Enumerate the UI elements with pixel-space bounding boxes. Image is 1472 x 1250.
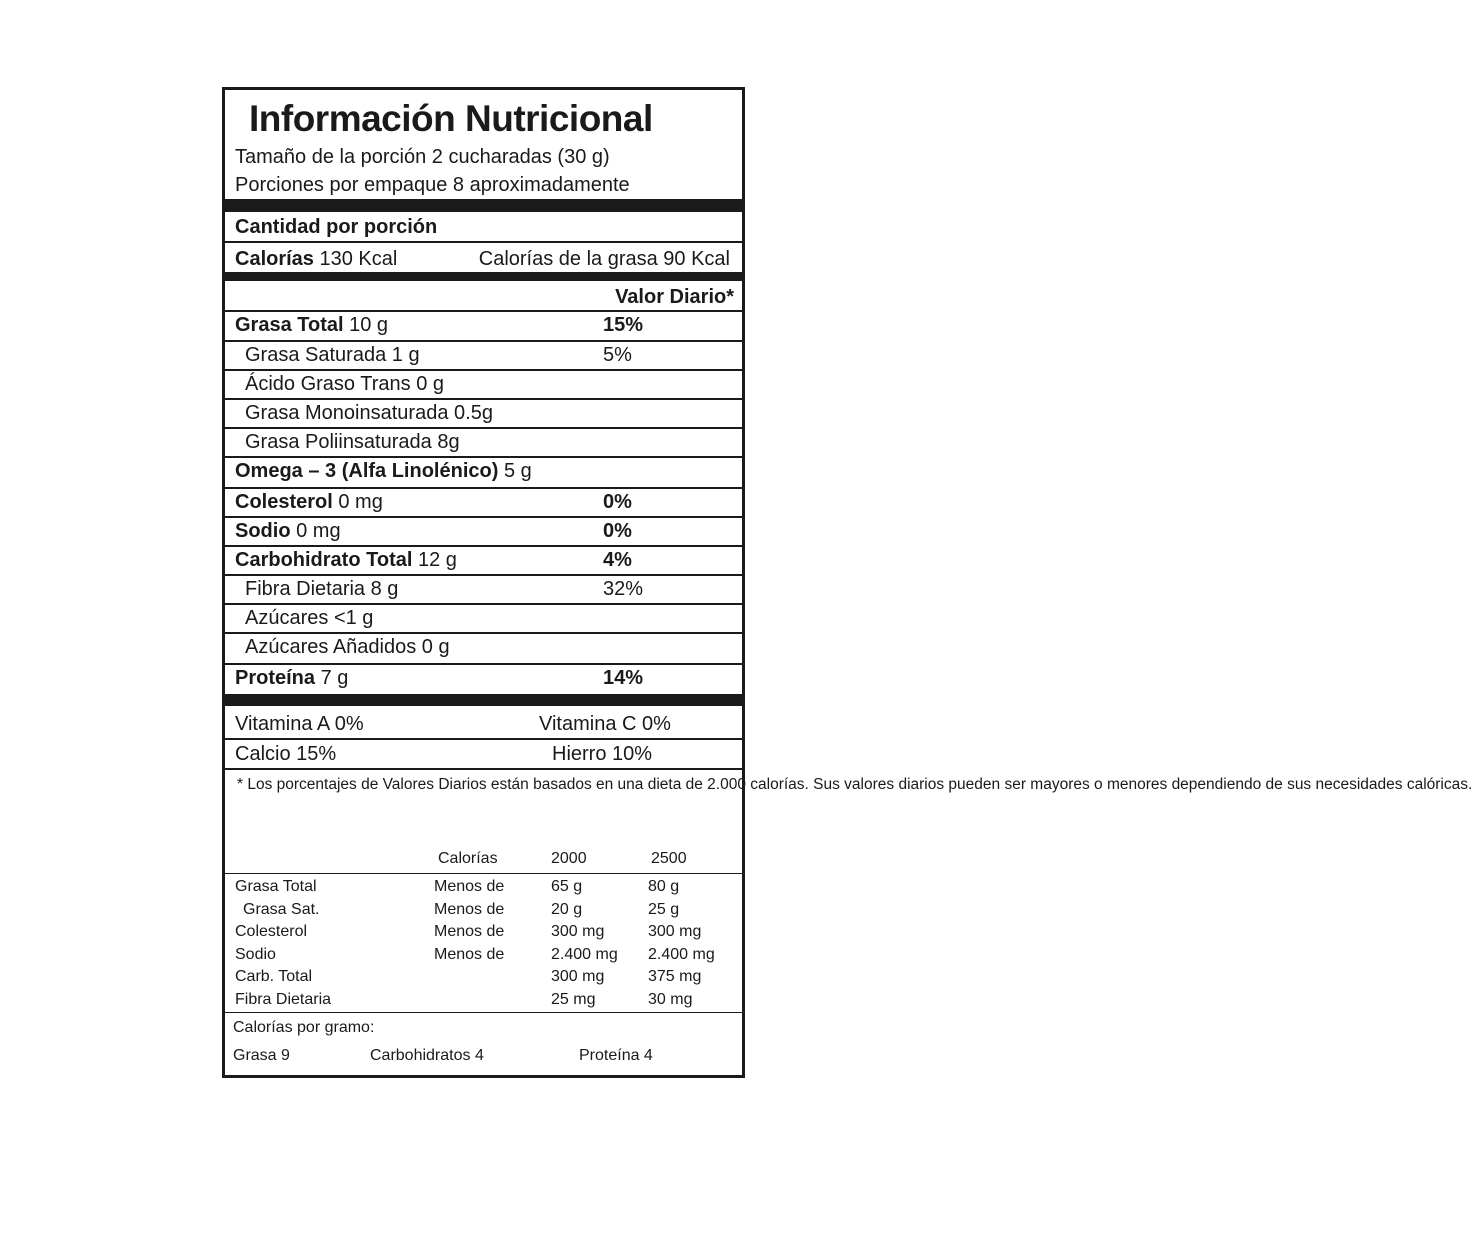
divider: [225, 427, 742, 429]
nutrient-name: Sodio: [235, 520, 291, 542]
ref-value-2000: 300 mg: [551, 923, 605, 940]
nutrient-daily-value: 0%: [603, 491, 632, 513]
thick-divider: [225, 694, 742, 706]
nutrient-name: Azúcares: [245, 607, 329, 629]
nutrient-daily-value: 14%: [603, 667, 644, 689]
calories-value: 130 Kcal: [319, 248, 398, 270]
nutrient-name: Grasa Total: [235, 314, 344, 336]
divider: [225, 340, 742, 342]
calories-per-gram-carbs: Carbohidratos 4: [370, 1047, 484, 1064]
ref-qualifier: Menos de: [434, 900, 505, 918]
nutrient-daily-value: 4%: [603, 549, 632, 571]
ref-qualifier: Menos de: [434, 878, 505, 895]
divider: [225, 487, 742, 489]
nutrient-name: Carbohidrato Total: [235, 549, 413, 571]
divider: [225, 738, 742, 740]
ref-header-2500: 2500: [651, 850, 687, 867]
nutrient-name: Grasa Saturada: [245, 344, 387, 366]
divider: [225, 663, 742, 665]
servings-per-container: Porciones por empaque 8 aproximadamente: [235, 174, 630, 196]
nutrient-amount: 5 g: [503, 460, 532, 482]
thin-divider: [225, 873, 742, 874]
divider: [225, 516, 742, 518]
ref-value-2000: 20 g: [551, 900, 583, 918]
ref-header-2000: 2000: [551, 850, 587, 867]
ref-nutrient: Grasa Total: [235, 878, 317, 895]
fat-calories: Calorías de la grasa 90 Kcal: [478, 248, 730, 270]
thin-divider: [225, 1012, 742, 1013]
ref-nutrient: Carb. Total: [235, 968, 313, 985]
divider: [225, 398, 742, 400]
nutrient-name: Fibra Dietaria: [245, 578, 366, 600]
ref-nutrient: Sodio: [235, 945, 276, 963]
ref-nutrient: Colesterol: [235, 923, 308, 940]
divider: [225, 603, 742, 605]
calories-per-gram-fat: Grasa 9: [233, 1047, 290, 1064]
nutrient-amount: 12 g: [417, 549, 457, 571]
divider: [225, 241, 742, 243]
nutrient-daily-value: 15%: [603, 314, 644, 336]
nutrient-name: Grasa Monoinsaturada: [245, 402, 449, 424]
nutrient-daily-value: 5%: [603, 344, 632, 366]
nutrient-amount: 0 g: [421, 636, 450, 658]
ref-nutrient: Grasa Sat.: [243, 900, 320, 918]
nutrient-amount: 0 mg: [296, 520, 341, 542]
ref-value-2000: 300 mg: [551, 968, 605, 985]
nutrient-name: Azúcares Añadidos: [245, 636, 417, 658]
calories-per-gram-label: Calorías por gramo:: [233, 1019, 375, 1036]
ref-header-calories: Calorías: [438, 850, 498, 867]
nutrient-amount: 7 g: [320, 667, 349, 689]
iron: Hierro 10%: [552, 743, 653, 765]
vitamin-c: Vitamina C 0%: [539, 713, 671, 735]
nutrient-name: Grasa Poliinsaturada: [245, 431, 432, 453]
ref-value-2000: 65 g: [551, 878, 583, 895]
ref-value-2500: 30 mg: [648, 990, 693, 1008]
nutrient-amount: 1 g: [391, 344, 420, 366]
ref-qualifier: Menos de: [434, 945, 505, 963]
amount-per-serving-label: Cantidad por porción: [235, 216, 438, 238]
ref-value-2000: 2.400 mg: [551, 945, 618, 963]
ref-nutrient: Fibra Dietaria: [235, 990, 332, 1008]
nutrient-amount: 0 g: [416, 373, 444, 395]
nutrient-amount: 10 g: [349, 314, 389, 336]
nutrient-name: Proteína: [235, 667, 316, 689]
calories-label: Calorías: [235, 248, 314, 270]
nutrient-name: Colesterol: [235, 491, 333, 513]
calcium: Calcio 15%: [235, 743, 337, 765]
nutrient-amount: 0.5g: [454, 402, 493, 424]
ref-qualifier: Menos de: [434, 923, 505, 940]
medium-divider: [225, 272, 742, 281]
daily-value-footnote: * Los porcentajes de Valores Diarios están basados en una dieta de 2.000 calorías. Sus valores diarios pueden ser mayores o menores dependiendo de sus necesidades calóricas.: [237, 776, 1472, 793]
divider: [225, 632, 742, 634]
serving-size: Tamaño de la porción 2 cucharadas (30 g): [235, 146, 610, 168]
divider: [225, 545, 742, 547]
nutrient-amount: <1 g: [333, 607, 374, 629]
ref-value-2500: 300 mg: [648, 923, 702, 940]
nutrient-name: Omega – 3 (Alfa Linolénico): [235, 460, 499, 482]
ref-value-2000: 25 mg: [551, 990, 596, 1008]
thick-divider: [225, 199, 742, 212]
divider: [225, 310, 742, 312]
nutrient-amount: 0 mg: [338, 491, 383, 513]
nutrition-facts-label: [222, 87, 1472, 1078]
nutrient-daily-value: 32%: [603, 578, 644, 600]
daily-value-header: Valor Diario*: [615, 286, 734, 308]
ref-value-2500: 80 g: [648, 878, 680, 895]
ref-value-2500: 25 g: [648, 900, 680, 918]
ref-value-2500: 2.400 mg: [648, 945, 715, 963]
divider: [225, 369, 742, 371]
ref-value-2500: 375 mg: [648, 968, 702, 985]
vitamin-a: Vitamina A 0%: [235, 713, 364, 735]
divider: [225, 456, 742, 458]
nutrient-amount: 8 g: [370, 578, 399, 600]
calories-per-gram-protein: Proteína 4: [579, 1047, 653, 1064]
nutrient-amount: 8g: [437, 431, 460, 453]
nutrient-name: Ácido Graso Trans: [245, 373, 411, 395]
divider: [225, 768, 742, 770]
label-title: Información Nutricional: [249, 98, 653, 139]
nutrient-daily-value: 0%: [603, 520, 632, 542]
divider: [225, 574, 742, 576]
